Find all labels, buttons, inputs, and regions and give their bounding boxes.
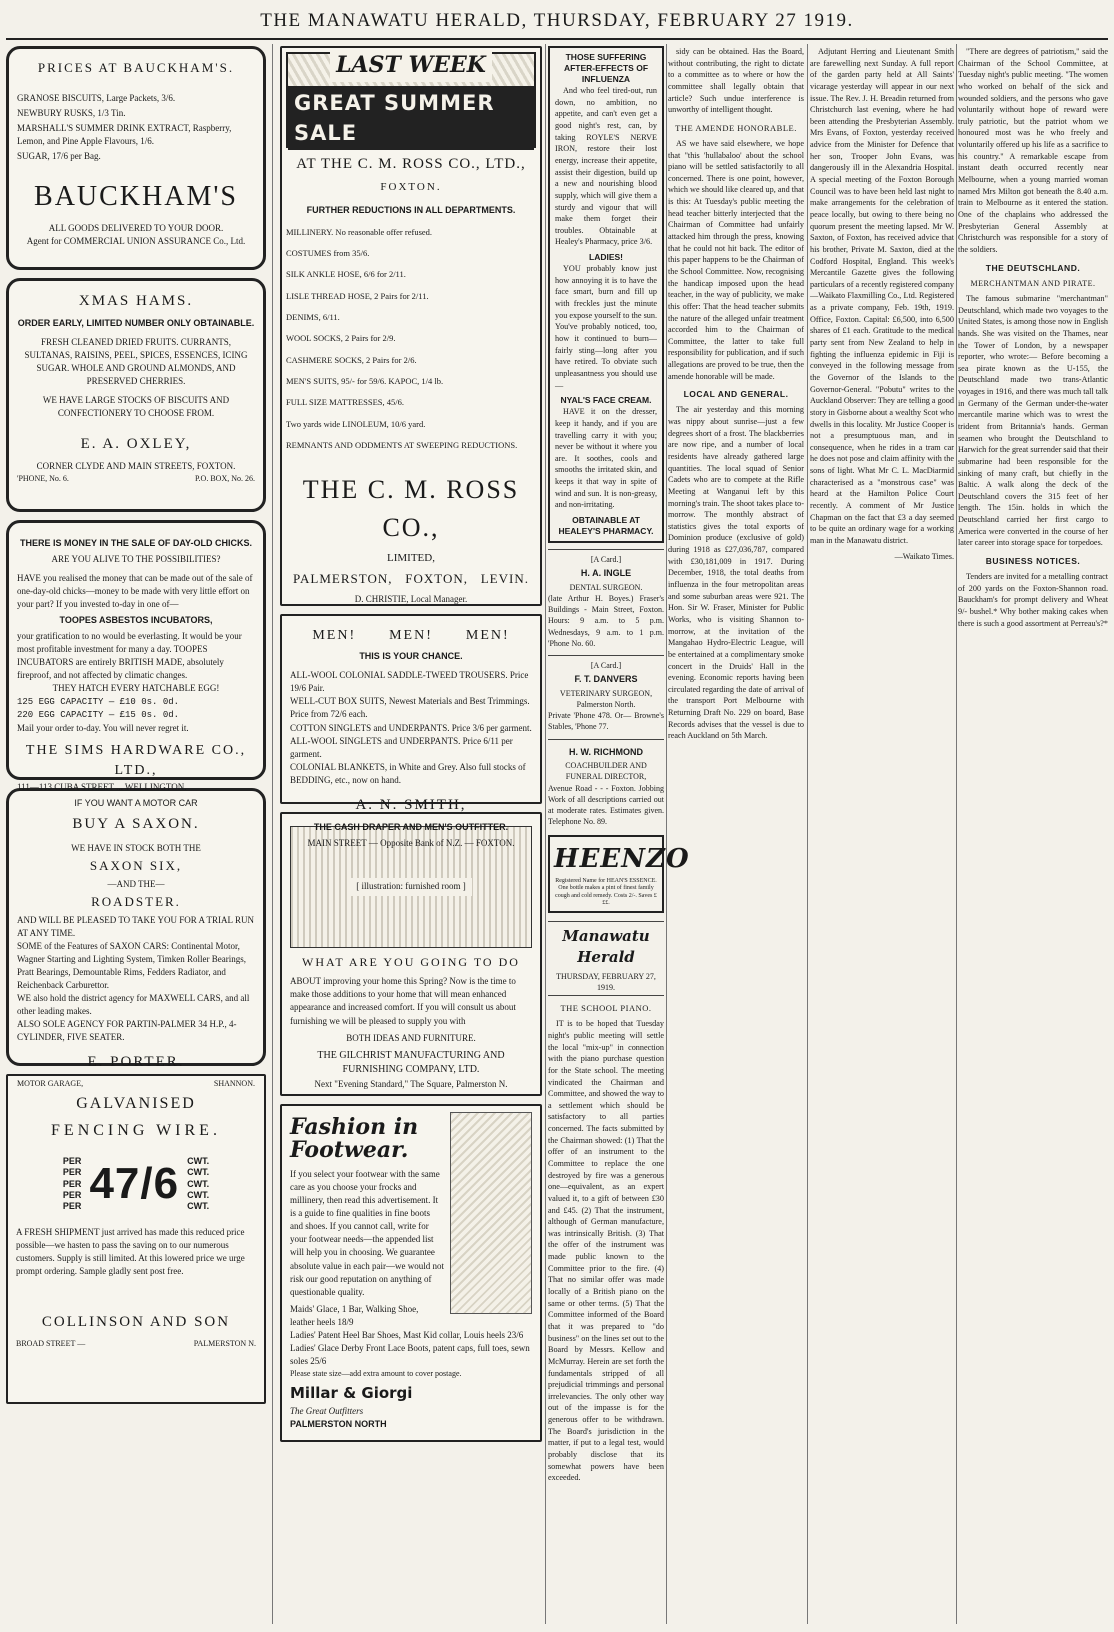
sims-hatch: THEY HATCH EVERY HATCHABLE EGG!	[52, 683, 220, 694]
masthead-rule	[6, 38, 1108, 40]
smith-item: COTTON SINGLETS and UNDERPANTS. Price 3/6 per garment.	[290, 722, 532, 733]
collinson-body: A FRESH SHIPMENT just arrived has made this reduced price possible—we hasten to pass the saving on to our numerous customers. Supply is still limited. At this lowered price we urge prompt ordering. Sample gladly sent post free.	[16, 1227, 245, 1277]
sale-banner	[286, 52, 536, 148]
local-body: The air yesterday and this morning was nippy about sunrise—just a few degrees short of a frost. The blackberries are now ripe, and a number of local residents have already gathered large quantities. The local squad of Senior Cadets who are to compete at the Rifle Meeting at Wanganui left by this morning's train. The shoot takes place to-morrow. The monthly abstract of statistics gives the total exports of Dominion produce (exclusive of gold) during 1918 as £27,036,787, compared with £30,181,009 in 1917. During December, 1918, the total deaths from influenza in the four metropolitan areas and some suburban areas were 921. The Hon. Sir W. Fraser, Minister for Public Works, who is visiting Shannon to-morrow, at the invitation of the Mangahao Hydro-Electric League, will be entertained at a complimentary smoke concert in the Druids' Hall in the evening. Economic reports having been circulated regarding the date of arrival of the transport Port Melbourne with Returning Draft No. 229 on board, Base Records advises that the vessel is due to reach Auckland on 5th March.	[668, 405, 804, 741]
ross-towns: PALMERSTON, FOXTON, LEVIN.	[293, 571, 529, 587]
collinson-price-box	[16, 1152, 256, 1216]
cwt-label: CWT.	[187, 1167, 210, 1178]
oxley-address: CORNER CLYDE AND MAIN STREETS, FOXTON.	[36, 460, 236, 471]
paper-title: Manawatu Herald	[548, 921, 664, 969]
sims-body2: your gratification to no would be everlasting. It would be your most profitable investment for many a day. TOOPES INCUBATORS are entirely BRITISH MADE, absolutely fireproof, and not affected by climatic changes.	[17, 631, 242, 681]
smith-name: A. N. SMITH,	[355, 796, 467, 813]
dateline: THURSDAY, FEBRUARY 27, 1919.	[548, 971, 664, 997]
ross-manager: D. CHRISTIE, Local Manager.	[354, 594, 468, 605]
porter-name: E. PORTER.	[87, 1054, 185, 1071]
card-title: VETERINARY SURGEON, Palmerston North.	[559, 688, 653, 709]
collinson-title-1: GALVANISED	[76, 1095, 196, 1112]
bauckham-item: SUGAR, 17/6 per Bag.	[17, 151, 101, 162]
notices-head: BUSINESS NOTICES.	[985, 556, 1081, 567]
article-continuation: sidy can be obtained. Has the Board, without contributing, the right to dictate to a committee as to where or how the committee shall legally obtain that article? Such undue interference is unworthy of intelligent thought.	[668, 47, 804, 115]
column-rule	[272, 44, 273, 1624]
richmond-card	[548, 739, 664, 828]
cwt-label: CWT.	[187, 1201, 210, 1212]
deutschland-head: THE DEUTSCHLAND.	[985, 262, 1081, 273]
ross-item-list	[286, 226, 536, 451]
millar-body: If you select your footwear with the same care as you choose your frocks and millinery, then read this advertisement. It is a guide to fine qualities in fine boots and shoes. If you cannot call, write for your footwear needs—the appended list will help you in choosing. We guarantee absolute value in each pair—we would not risk our good reputation on anything of questionable quality.	[290, 1169, 444, 1297]
heenzo-small: Registered Name for HEAN'S ESSENCE. One bottle makes a pint of finest family cough and cold remedy. Costs 2/-. Saves £££.	[555, 878, 657, 906]
masthead: THE MANAWATU HERALD, THURSDAY, FEBRUARY 27 1919.	[260, 10, 854, 31]
ross-item: MEN'S SUITS, 95/- for 59/6. KAPOC, 1/4 lb.	[286, 375, 444, 386]
smith-ad	[280, 614, 542, 848]
per-labels	[63, 1156, 82, 1212]
ross-item: MILLINERY. No reasonable offer refused.	[286, 226, 433, 237]
sims-product: TOOPES ASBESTOS INCUBATORS,	[59, 615, 213, 626]
collinson-title-2: FENCING WIRE.	[51, 1122, 221, 1140]
bauckham-ad	[6, 46, 266, 270]
heenzo-logo: HEENZO	[554, 844, 690, 875]
bauckham-agent: Agent for COMMERCIAL UNION ASSURANCE Co., Ltd.	[26, 235, 246, 246]
per-label: PER	[62, 1189, 82, 1200]
ross-item: SILK ANKLE HOSE, 6/6 for 2/11.	[286, 269, 406, 280]
millar-ad	[280, 1104, 542, 1442]
porter-ad	[6, 788, 266, 1088]
cwt-label: CWT.	[187, 1156, 210, 1167]
oxley-sub: ORDER EARLY, LIMITED NUMBER ONLY OBTAINABLE.	[17, 317, 255, 328]
banner-last-week: LAST WEEK	[330, 50, 492, 82]
ross-item: Two yards wide LINOLEUM, 10/6 yard.	[286, 418, 426, 429]
porter-sole: ALSO SOLE AGENCY FOR PARTIN-PALMER 34 H.P., 4-CYLINDER, FIVE SEATER.	[17, 1018, 237, 1042]
banner-summer-sale: GREAT SUMMER SALE	[288, 86, 534, 151]
card-body: (late Arthur H. Boyes.) Fraser's Buildings - Main Street, Foxton. Hours: 9 a.m. to 5 p.m. Wednesdays, 9 a.m. to 1 p.m. 'Phone No. 60.	[548, 594, 664, 648]
ross-ad	[280, 46, 542, 606]
card-title: COACHBUILDER AND FUNERAL DIRECTOR,	[565, 761, 647, 782]
sims-headline: THERE IS MONEY IN THE SALE OF DAY-OLD CHICKS.	[19, 538, 253, 548]
gilchrist-body: ABOUT improving your home this Spring? Now is the time to make those additions to your home that will mean enhanced appearance and increased comfort. If you will consult us about furnishing we will be pleased to supply you with	[290, 976, 516, 1026]
porter-and: —AND THE—	[107, 878, 165, 889]
porter-town: SHANNON.	[213, 1078, 255, 1088]
millar-name: Millar & Giorgi	[290, 1384, 413, 1403]
ross-limited: LIMITED,	[387, 551, 435, 564]
bauckham-item: GRANOSE BISCUITS, Large Packets, 3/6.	[17, 92, 176, 103]
smith-item: WELL-CUT BOX SUITS, Newest Materials and Best Trimmings. Price from 72/6 each.	[290, 696, 530, 720]
column-5	[810, 46, 954, 1624]
collinson-town: PALMERSTON N.	[193, 1339, 256, 1349]
deutschland-body: The famous submarine "merchantman" Deutschland, which made two voyages to the United States, is among those now in English hands. She was visited on the Thames, near the Tower of London, by a newspaper reporter, who wrote:— Before becoming a sea pirate known as the U-155, the Deutschland made two trans-Atlantic voyages in 1916, and there was much tall talk in Germany of the German under-the-water mercantile marine which was to wrest the trident from Britannia's hands. German seamen who brought the Deutschland to Harwich for the great surrender said that their submarine had been responsible for the sinking of many craft, but chiefly in the Baltic. A walk along the deck of the Deutschland covers the 315 feet of her length. The 15in. holds in which the Deutschland carried her first cargo to America were converted in the course of her later career into storage space for torpedoes.	[958, 293, 1108, 548]
per-label: PER	[62, 1201, 82, 1212]
image-caption: [ illustration: furnished room ]	[350, 878, 471, 895]
ross-item: FULL SIZE MATTRESSES, 45/6.	[286, 397, 404, 408]
gilchrist-name: THE GILCHRIST MANUFACTURING AND FURNISHING COMPANY, LTD.	[317, 1049, 505, 1076]
column-rule	[545, 44, 546, 1624]
nyal-body: HAVE it on the dresser, keep it handy, and if you are travelling carry it with you; never be without it where you are. It soothes, cools and smooths the irritated skin, and keeps it that way in spite of wind and sun. It is non-greasy, and non-irritating.	[555, 407, 657, 510]
card-title: DENTAL SURGEON.	[569, 582, 643, 592]
sims-body: HAVE you realised the money that can be made out of the sale of one-day-old chicks—money to be made with very little effort on your part? If you invested to-day in one of—	[17, 573, 253, 610]
cwt-label: CWT.	[187, 1189, 210, 1200]
oxley-stock: WE HAVE LARGE STOCKS OF BISCUITS AND CONFECTIONERY TO CHOOSE FROM.	[42, 394, 230, 419]
sims-capacity: 125 EGG CAPACITY — £10 0s. 0d.	[17, 696, 180, 707]
smith-item: ALL-WOOL SINGLETS and UNDERPANTS. Price 6/11 per garment.	[290, 735, 513, 759]
gilchrist-address: Next "Evening Standard," The Square, Palmerston N.	[314, 1078, 508, 1089]
ross-item: LISLE THREAD HOSE, 2 Pairs for 2/11.	[286, 290, 429, 301]
sims-mail: Mail your order to-day. You will never regret it.	[17, 722, 189, 733]
nyal-head: NYAL'S FACE CREAM.	[560, 395, 652, 406]
danvers-card	[548, 655, 664, 733]
ross-further: FURTHER REDUCTIONS IN ALL DEPARTMENTS.	[306, 204, 516, 215]
collinson-name: COLLINSON AND SON	[41, 1314, 231, 1331]
millar-town: PALMERSTON NORTH	[290, 1419, 387, 1430]
amende-body: AS we have said elsewhere, we hope that "this 'hullabaloo' about the school piano will be settled satisfactorily to all concerned. There is one point, however, which we should like cleared up, and that is this: At Tuesday's public meeting the head teacher bitterly interjected that the Chairman of Committee had unfairly attacked him through the press, knowing that he could not hit back. The editor of this paper happens to be the Chairman of the School Committee. Now, recognising the handicap imposed upon the head teacher, in the way of publicity, we make this offer: That the head teacher submits the nature of the alleged unfair treatment accorded him to the Chairman of Committee, the latter to take full responsibility for publication, and if such allegations are proved to be true, then the amende honorable will be made.	[668, 138, 804, 381]
smith-address: MAIN STREET — Opposite Bank of N.Z. — FOXTON.	[307, 837, 515, 848]
millar-item: Ladies' Patent Heel Bar Shoes, Mast Kid collar, Louis heels 23/6	[290, 1329, 524, 1340]
collinson-ad	[6, 1074, 266, 1404]
piano-head: THE SCHOOL PIANO.	[560, 1003, 652, 1014]
millar-item: Maids' Glace, 1 Bar, Walking Shoe, leather heels 18/9	[290, 1303, 419, 1327]
porter-features: SOME of the Features of SAXON CARS: Continental Motor, Wagner Starting and Lighting System, Timken Roller Bearings, Pratt Bearings, Demountable Rims, Fedders Radiator, and Reichenback Carburettor.	[17, 940, 247, 990]
fashion-title: Fashion in Footwear.	[290, 1114, 419, 1164]
oxley-box: P.O. BOX, No. 26.	[194, 473, 255, 483]
bauckham-item: NEWBURY RUSKS, 1/3 Tin.	[17, 107, 126, 118]
column-6	[958, 46, 1108, 1624]
healeys-ad	[548, 46, 664, 543]
ross-item: COSTUMES from 35/6.	[286, 248, 370, 259]
local-continued: Adjutant Herring and Lieutenant Smith are farewelling next Sunday. A full report of the garden party held at All Saints' vicarage yesterday will appear in our next issue. The Rev. J. H. Breadin returned from Christchurch last evening, where he had been attending the Presbyterian Assembly. Mrs Evans, of Foxton, yesterday received advice from the Minister for Defence that her son, Trooper John Evans, was dangerously ill in the Alexandria Hospital. A special meeting of the Foxton Borough Council was to have been held last night to make arrangements for the celebration of peace locally, but owing to there being no quorum present the meeting lapsed. Mr W. Saxton, of Foxton, has received advice that his brother, Private M. Saxton, died at the Codford Hospital, England. This week's Mercantile Gazette gives the following particulars of a recently registered company—Waikato Flaxmilling Co., Ltd. Registered as a private company, Feb. 19th, 1919. Office, Foxton. Capital: £6,500, into 6,500 shares of £1 each. Gratitude to the medical party sent from New Zealand to help in fighting the influenza epidemic in Fiji is conveyed in the following message from the Governor of the Islands to the Governor-General. "Pobutu" writes to the Auckland Observer: They are telling a good story in Gisborne about a wealthy Scot who dwells in this locality. Mr Justice Cooper is not a presumptuous man, and in consequence, when he rides in a tram car he does not pose and claim affinity with the sons of light. What Mr C. L. MacDiarmid characterised as a "monstrous case" was heard at the Hamilton Police Court recently. A comment of Mr Justice Chapman on the fact that £3 a day seemed to be quite an ordinary wage for a working man in the Manawatu district.	[810, 47, 954, 545]
card-name: H. A. INGLE	[580, 568, 632, 579]
card-label: [A Card.]	[590, 555, 622, 565]
smith-men: MEN! MEN! MEN!	[312, 628, 510, 643]
smith-trade: THE CASH DRAPER AND MEN'S OUTFITTER.	[313, 821, 509, 832]
oxley-name: E. A. OXLEY,	[80, 436, 192, 453]
amende-head: THE AMENDE HONORABLE.	[675, 122, 797, 133]
card-name: F. T. DANVERS	[574, 674, 638, 685]
smith-item: ALL-WOOL COLONIAL SADDLE-TWEED TROUSERS. Price 19/6 Pair.	[290, 670, 529, 694]
per-label: PER	[62, 1156, 82, 1167]
oxley-ad	[6, 278, 266, 512]
column-rule	[666, 44, 667, 1624]
porter-garage: MOTOR GARAGE,	[17, 1078, 84, 1088]
sims-name: THE SIMS HARDWARE CO., LTD.,	[25, 742, 247, 778]
sims-ad	[6, 520, 266, 793]
column-rule	[956, 44, 957, 1624]
patriotism-article: "There are degrees of patriotism," said the Chairman of the School Committee, at Tuesday night's public meeting. "The women who worked on behalf of the sick and wounded soldiers, and the persons who gave voluntarily without hope of reward were truly patriotic, but the patriot whom we honoured most was he who freely and voluntarily offered up his life as a sacrifice to his country." A remarkable escape from instant death occurred recently near Melbourne, when a young married woman named Mrs Milton got beneath the 8.40 a.m. train to Melbourne as it entered the station. One of the chaplains who addressed the Presbyterian General Assembly at Christchurch was responsible for a story of the soldiers.	[958, 47, 1108, 254]
ross-at: AT THE C. M. ROSS CO., LTD.,	[296, 156, 526, 172]
royles-body: And who feel tired-out, run down, no ambition, no appetite, and can't even get a good night's rest, can, by taking ROYLE'S NERVE IRON, restore their lost energy, increase their appetite, assist their digestion, build up a new and nourishing blood supply, which will give them a sturdy and vigour that will make them forget their troubles. Obtainable at Healey's Pharmacy, price 3/6.	[555, 86, 657, 247]
sims-address: 111—113 CUBA STREET ... WELLINGTON.	[17, 782, 187, 793]
deutschland-sub: MERCHANTMAN AND PIRATE.	[970, 278, 1096, 288]
ingle-card	[548, 549, 664, 649]
sims-question: ARE YOU ALIVE TO THE POSSIBILITIES?	[51, 554, 221, 565]
card-label: [A Card.]	[590, 661, 622, 671]
collinson-street: BROAD STREET —	[16, 1339, 86, 1349]
porter-agency: WE also hold the district agency for MAXWELL CARS, and all other leading makes.	[17, 992, 250, 1016]
column-2	[280, 46, 542, 1624]
ross-name: THE C. M. ROSS CO.,	[302, 475, 520, 542]
ross-item: CASHMERE SOCKS, 2 Pairs for 2/6.	[286, 354, 417, 365]
ladies-body: YOU probably know just how annoying it is to have the face smart, burn and fill up with freckles just the minute you expose yourself to the sun. You've probably noticed, too, how it continued to burn—fairly sting—long after you have retired. To obviate such unpleasantness you should use—	[555, 264, 657, 390]
millar-postage: Please state size—add extra amount to cover postage.	[290, 1368, 462, 1378]
millar-item: Ladies' Glace Derby Front Lace Boots, patent caps, full toes, sewn soles 25/6	[290, 1342, 530, 1366]
oxley-body: FRESH CLEANED DRIED FRUITS. CURRANTS, SULTANAS, RAISINS, PEEL, SPICES, ESSENCES, ICING SUGAR. WHOLE AND GROUND ALMONDS, AND PRESERVED CHERRIES.	[24, 336, 248, 386]
porter-trial: AND WILL BE PLEASED TO TAKE YOU FOR A TRIAL RUN AT ANY TIME.	[17, 914, 254, 938]
per-label: PER	[62, 1167, 82, 1178]
porter-roadster: ROADSTER.	[91, 893, 181, 909]
ross-item: REMNANTS AND ODDMENTS AT SWEEPING REDUCTIONS.	[286, 439, 518, 450]
ross-item: DENIMS, 6/11.	[286, 311, 340, 322]
local-head: LOCAL AND GENERAL.	[683, 389, 789, 400]
card-name: H. W. RICHMOND	[569, 746, 643, 757]
porter-title: BUY A SAXON.	[72, 816, 200, 833]
porter-six: SAXON SIX,	[89, 857, 183, 873]
card-body: Private 'Phone 478. Or— Browne's Stables, 'Phone 77.	[548, 711, 664, 732]
oxley-title: XMAS HAMS.	[78, 293, 194, 309]
porter-stock: WE HAVE IN STOCK BOTH THE	[71, 842, 201, 853]
column-rule	[807, 44, 808, 1624]
ross-town: FOXTON.	[380, 180, 442, 193]
bauckham-item: MARSHALL'S SUMMER DRINK EXTRACT, Raspberry, Lemon, and Pine Apple Flavours, 1/6.	[17, 122, 232, 146]
cwt-label: CWT.	[187, 1178, 210, 1189]
column-3	[548, 46, 690, 1624]
millar-tag: The Great Outfitters	[290, 1406, 364, 1417]
notices-body: Tenders are invited for a metalling contract of 200 yards on the Foxton-Shannon road. Bauckham's for prompt delivery and Wheat 9/- bushel.* Why bother making cakes when there is such a good assortment at Perreau's?*	[958, 572, 1108, 628]
obtainable: OBTAINABLE AT HEALEY'S PHARMACY.	[558, 515, 654, 537]
per-label: PER	[62, 1178, 82, 1189]
cwt-labels	[187, 1156, 209, 1212]
smith-item: COLONIAL BLANKETS, in White and Grey. Also full stocks of BEDDING, etc., now on hand.	[290, 761, 526, 785]
sims-capacity: 220 EGG CAPACITY — £15 0s. 0d.	[17, 709, 180, 720]
boot-illustration	[450, 1112, 532, 1314]
bauckham-name: BAUCKHAM'S	[34, 181, 238, 213]
royles-head: THOSE SUFFERING AFTER-EFFECTS OF INFLUENZA	[563, 52, 649, 85]
card-body: Avenue Road - - - Foxton. Jobbing Work of all descriptions carried out at moderate rates. Estimates given. Telephone No. 89.	[548, 783, 664, 827]
heenzo-ad	[548, 835, 690, 913]
gilchrist-ideas: BOTH IDEAS AND FURNITURE.	[346, 1032, 476, 1043]
column-1	[6, 46, 266, 1624]
ross-item: WOOL SOCKS, 2 Pairs for 2/9.	[286, 333, 396, 344]
ladies-head: LADIES!	[589, 252, 623, 263]
credit: —Waikato Times.	[894, 551, 954, 561]
oxley-phone: 'PHONE, No. 6.	[17, 473, 69, 483]
gilchrist-ad	[280, 812, 542, 1096]
piano-body: IT is to be hoped that Tuesday night's public meeting will settle the local "mix-up" in connection with the piano purchase question for the State school. The meeting vindicated the Chairman and Committee, and showed the way to a settlement which should be satisfactory to all parties concerned. The facts submitted by the Chairman showed: (1) That the offer of an instrument to the Committee to replace the one destroyed by fire was a generous one—equivalent, as an expert valued it, to a gift of between £30 and £45. (2) That the instrument, although of German manufacture, was intrinsically British. (3) That the offer of the instrument was made public known to the Committee prior to the fire. (4) That no similar offer was made locally of a British piano on the same or other terms. (5) That the Committee informed of the Board that it was prepared to "do business" on the lines set out to the Board by Messrs. Kellow and McMurray. Herein are set forth the fundamentals stripped of all prejudicial trimmings and personal irrelevancies. The only other way out of the impasse is for the generous offer to be withdrawn. The Board's jurisdiction in the matter, if put to a legal test, would probably disclose that its somewhat powers have been exceeded.	[548, 1019, 664, 1483]
porter-top: IF YOU WANT A MOTOR CAR	[74, 798, 198, 808]
bauckham-delivery: ALL GOODS DELIVERED TO YOUR DOOR.	[48, 222, 224, 233]
gilchrist-question: WHAT ARE YOU GOING TO DO	[302, 955, 520, 969]
bauckham-title: PRICES AT BAUCKHAM'S.	[37, 60, 235, 75]
collinson-price: 47/6	[89, 1159, 180, 1209]
column-4	[668, 46, 804, 1624]
smith-chance: THIS IS YOUR CHANCE.	[359, 651, 463, 662]
